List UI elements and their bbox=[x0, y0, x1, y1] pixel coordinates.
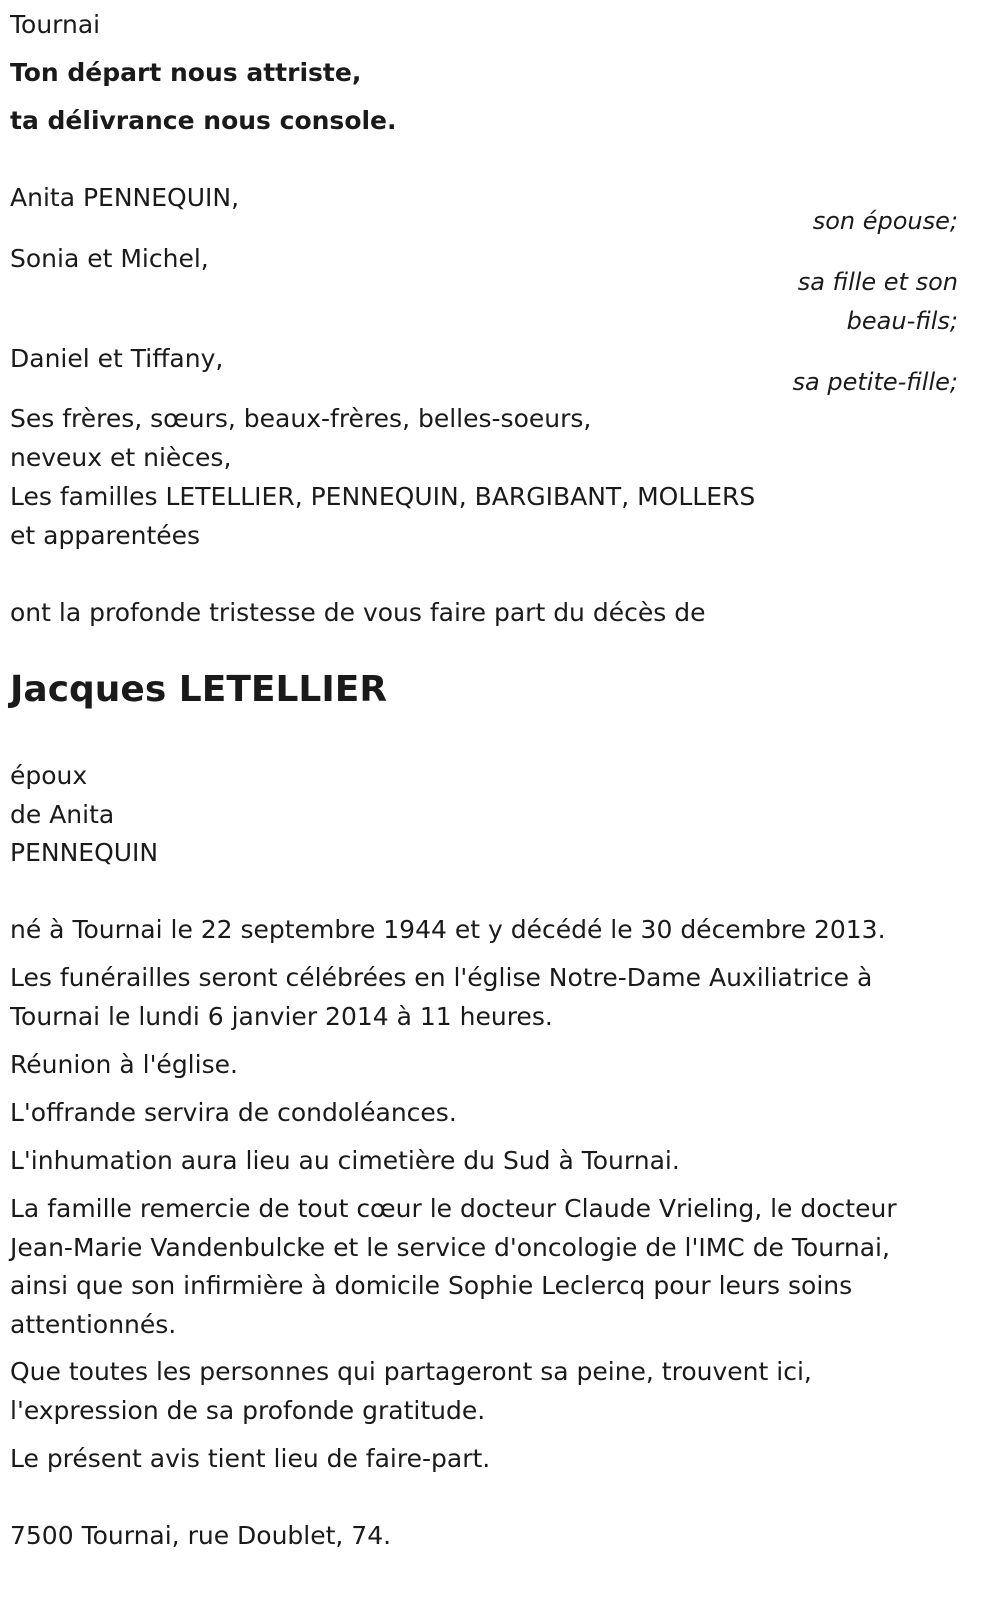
relation-spouse: son épouse; bbox=[812, 207, 958, 235]
thanks-line-1: La famille remercie de tout cœur le docteur Claude Vrieling, le docteur bbox=[10, 1194, 897, 1223]
deceased-name: Jacques LETELLIER bbox=[10, 669, 388, 710]
family-member-daughter: Sonia et Michel, bbox=[10, 244, 209, 273]
notice-text: Le présent avis tient lieu de faire-part. bbox=[10, 1444, 491, 1473]
funeral-line-2: Tournai le lundi 6 janvier 2014 à 11 heures. bbox=[10, 1002, 553, 1031]
meeting-text: Réunion à l'église. bbox=[10, 1050, 238, 1079]
extended-family-line-4: et apparentées bbox=[10, 521, 201, 550]
relation-daughter-line-2: beau-fils; bbox=[846, 307, 958, 335]
announcement-text: ont la profonde tristesse de vous faire part du décès de bbox=[10, 598, 706, 627]
spouse-line-3: PENNEQUIN bbox=[10, 838, 159, 867]
burial-text: L'inhumation aura lieu au cimetière du Sud à Tournai. bbox=[10, 1146, 680, 1175]
thanks-line-3: ainsi que son infirmière à domicile Sophie Leclercq pour leurs soins bbox=[10, 1271, 853, 1300]
quote-line-2: ta délivrance nous console. bbox=[10, 106, 397, 135]
extended-family-line-2: neveux et nièces, bbox=[10, 443, 232, 472]
relation-daughter-line-1: sa fille et son bbox=[797, 268, 958, 296]
city-heading: Tournai bbox=[10, 10, 101, 39]
spouse-line-1: époux bbox=[10, 761, 88, 790]
thanks-line-2: Jean-Marie Vandenbulcke et le service d'oncologie de l'IMC de Tournai, bbox=[10, 1233, 890, 1262]
birth-death-text: né à Tournai le 22 septembre 1944 et y décédé le 30 décembre 2013. bbox=[10, 915, 886, 944]
extended-family-line-1: Ses frères, sœurs, beaux-frères, belles-soeurs, bbox=[10, 404, 592, 433]
extended-family-line-3: Les familles LETELLIER, PENNEQUIN, BARGIBANT, MOLLERS bbox=[10, 482, 756, 511]
gratitude-line-1: Que toutes les personnes qui partageront sa peine, trouvent ici, bbox=[10, 1357, 812, 1386]
offering-text: L'offrande servira de condoléances. bbox=[10, 1098, 457, 1127]
gratitude-line-2: l'expression de sa profonde gratitude. bbox=[10, 1396, 486, 1425]
quote-line-1: Ton départ nous attriste, bbox=[10, 58, 362, 87]
family-member-granddaughter: Daniel et Tiffany, bbox=[10, 344, 224, 373]
relation-granddaughter: sa petite-fille; bbox=[792, 368, 958, 396]
thanks-line-4: attentionnés. bbox=[10, 1310, 177, 1339]
spouse-line-2: de Anita bbox=[10, 800, 115, 829]
address-text: 7500 Tournai, rue Doublet, 74. bbox=[10, 1521, 392, 1550]
family-member-spouse: Anita PENNEQUIN, bbox=[10, 183, 240, 212]
funeral-line-1: Les funérailles seront célébrées en l'église Notre-Dame Auxiliatrice à bbox=[10, 963, 873, 992]
